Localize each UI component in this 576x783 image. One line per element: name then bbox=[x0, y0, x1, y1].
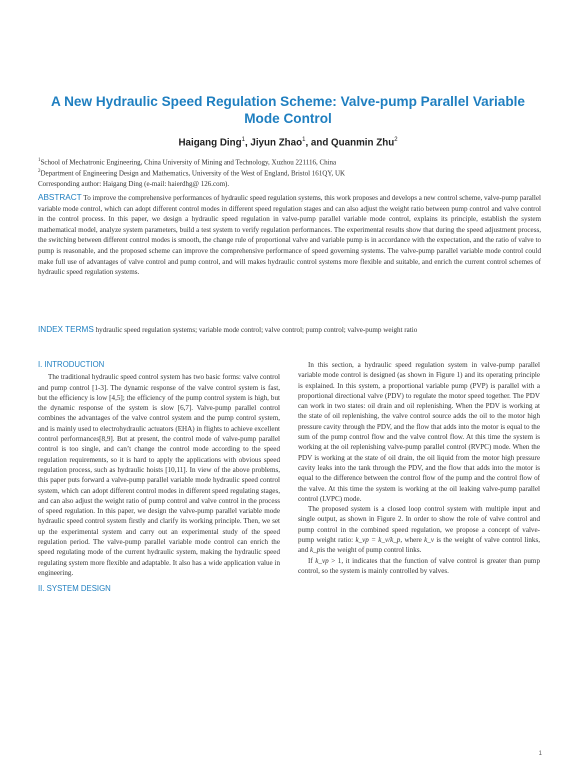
affiliation-1 bbox=[38, 156, 543, 167]
author-affil-mark: 1 bbox=[302, 137, 306, 143]
affiliation-text: School of Mechatronic Engineering, China University of Mining and Technology, Xuzhou 221116, China bbox=[40, 158, 337, 167]
text-run: If bbox=[308, 556, 316, 565]
affiliation-text: Department of Engineering Design and Mathematics, University of the West of England, Bristol 161QY, UK bbox=[40, 169, 346, 178]
weight-ratio-formula: k_vp = k_v/k_p bbox=[355, 536, 401, 545]
index-terms-text: hydraulic speed regulation systems; variable mode control; valve control; pump control; valve-pump weight ratio bbox=[95, 326, 418, 334]
introduction-paragraph: The traditional hydraulic speed control system has two basic forms: valve control and pump control [1-3]. The dynamic response of the valve control system is fast, but the efficiency is low [4,5]; the efficiency of the pump control system is high, but the dynamic response of the system is slow [6,7]. Valve-pump parallel control combines the advantages of the valve control system and the pump control system, and is mainly used to electrohydraulic actuators (EHA) in flights to achieve excellent control performances[8,9]. But at present, the control mode of valve-pump parallel control is too single, and can’t change the control mode according to the speed regulation requirements, so it is hard to apply the applications with obvious speed regulation process, such as hydraulic hoists [10,11]. In view of the above problems, this paper puts forward a valve-pump parallel variable mode hydraulic speed control system, which can adopt different control modes in different speed regulating stages, and can also adjust the weight ratio of pump control and valve control in the process of speed regulation. In this paper, we design the valve-pump parallel variable mode hydraulic speed control system firstly and clarify its working principle. Then, we set up the experimental system and carry out an experimental study of the speed regulation period. The valve-pump parallel variable mode control can enrich the speed regulating mode of the current hydraulic system, making the hydraulic speed regulating system more flexible and adaptable. It also has a wide application value in engineering. bbox=[38, 373, 280, 577]
author-separator: , and bbox=[305, 137, 332, 149]
kv-symbol: k_v bbox=[424, 536, 434, 545]
author-list bbox=[40, 137, 536, 148]
author-name: Haigang Ding bbox=[178, 137, 242, 149]
author-name: Jiyun Zhao bbox=[250, 137, 303, 149]
right-column bbox=[298, 360, 540, 576]
author-name: Quanmin Zhu bbox=[331, 137, 395, 149]
corresponding-author: Corresponding author: Haigang Ding (e-mail: haierdhg@ 126.com). bbox=[38, 179, 230, 188]
affiliation-mark: 2 bbox=[38, 169, 41, 175]
text-run: is the weight of pump control links. bbox=[320, 546, 422, 555]
author-separator: , bbox=[244, 137, 251, 149]
kvp-symbol: k_vp bbox=[315, 556, 329, 565]
abstract-heading: ABSTRACT bbox=[38, 193, 82, 202]
text-run: The proposed system is a closed loop control system with multiple input and single output, as shown in Figure 2. In order to show the role of valve control and pump control in the combined speed regulation, we propose a concept of valve-pump weight ratio: bbox=[298, 505, 540, 545]
system-design-paragraph-2 bbox=[298, 504, 540, 555]
abstract bbox=[38, 193, 541, 278]
text-run: > 1, it indicates that the function of valve control is greater than pump control, so the system is mainly controlled by valves. bbox=[298, 556, 540, 575]
text-run: , where bbox=[400, 536, 425, 545]
affiliation-mark: 1 bbox=[38, 158, 41, 163]
system-design-paragraph-3 bbox=[298, 556, 540, 577]
index-terms-heading: INDEX TERMS bbox=[38, 325, 94, 334]
affiliation-2 bbox=[38, 167, 543, 178]
abstract-text: To improve the comprehensive performances of hydraulic speed regulation systems, this work proposes and develops a new control scheme, valve-pump parallel variable mode control, which can adopt different control modes in different speed regulation stages and can also adjust the weight ratio between pump control and valve control in the control process. In this paper, we design a hydraulic speed regulation in valve-pump parallel variable mode control, explains its principle, establish the system mathematical model, analyze system parameters, build a test system to verify regulation performances. The experimental results show that during the speed adjustment process, the switching between different control modes is smooth, the change rule of proportional valve and variable pump is in accordance with the expectation, and the ratio of valve to pump is reasonable, and the proposed scheme can improve the comprehensive performance of speed governing systems. The valve-pump parallel variable mode control could make full use of advantages of valve control and pump control, and will makes hydraulic control systems more flexible and suitable, and enrich the current control schemes of hydraulic speed regulation systems. bbox=[38, 194, 541, 277]
author-affil-mark: 2 bbox=[394, 137, 398, 143]
author-affil-mark: 1 bbox=[241, 137, 245, 143]
affiliations bbox=[38, 156, 543, 189]
section-heading-introduction: I. INTRODUCTION bbox=[38, 360, 105, 369]
kp-symbol: k_p bbox=[310, 546, 321, 555]
system-design-paragraph-1: In this section, a hydraulic speed regulation system in valve-pump parallel variable mode control is designed (as shown in Figure 1) and its operating principle is explained. In this system, a proportional variable pump (PVP) is parallel with a proportional directional valve (PDV) to regulate the motor speed together. The PDV can work in two states: oil drain and oil replenishing. When the PDV is working at the state of oil replenishing, the valve control source adds the oil to the motor high pressure cavity through the PDV, and the flow that adds into the motor is equal to the sum of the pump control flow and the valve control flow. At this time the system is working at the oil replenishing valve-pump parallel control (RVPC) mode. When the PDV is working at the state of oil drain, the oil liquid from the motor high pressure cavity leaks into the tank through the PDV, and the flow that adds into the motor is equal to the difference between the control flow of the pump and the control flow of the valve. At this time the system is working at the oil leaking valve-pump parallel control (LVPC) mode. bbox=[298, 361, 540, 503]
paper-title: A New Hydraulic Speed Regulation Scheme: Valve-pump Parallel Variable Mode Control bbox=[51, 94, 525, 126]
page-number: 1 bbox=[538, 751, 542, 757]
index-terms bbox=[38, 325, 541, 336]
text-run: is the weight of valve control links, and bbox=[298, 536, 540, 555]
section-heading-system-design: II. SYSTEM DESIGN bbox=[38, 584, 111, 594]
left-column bbox=[38, 360, 280, 597]
